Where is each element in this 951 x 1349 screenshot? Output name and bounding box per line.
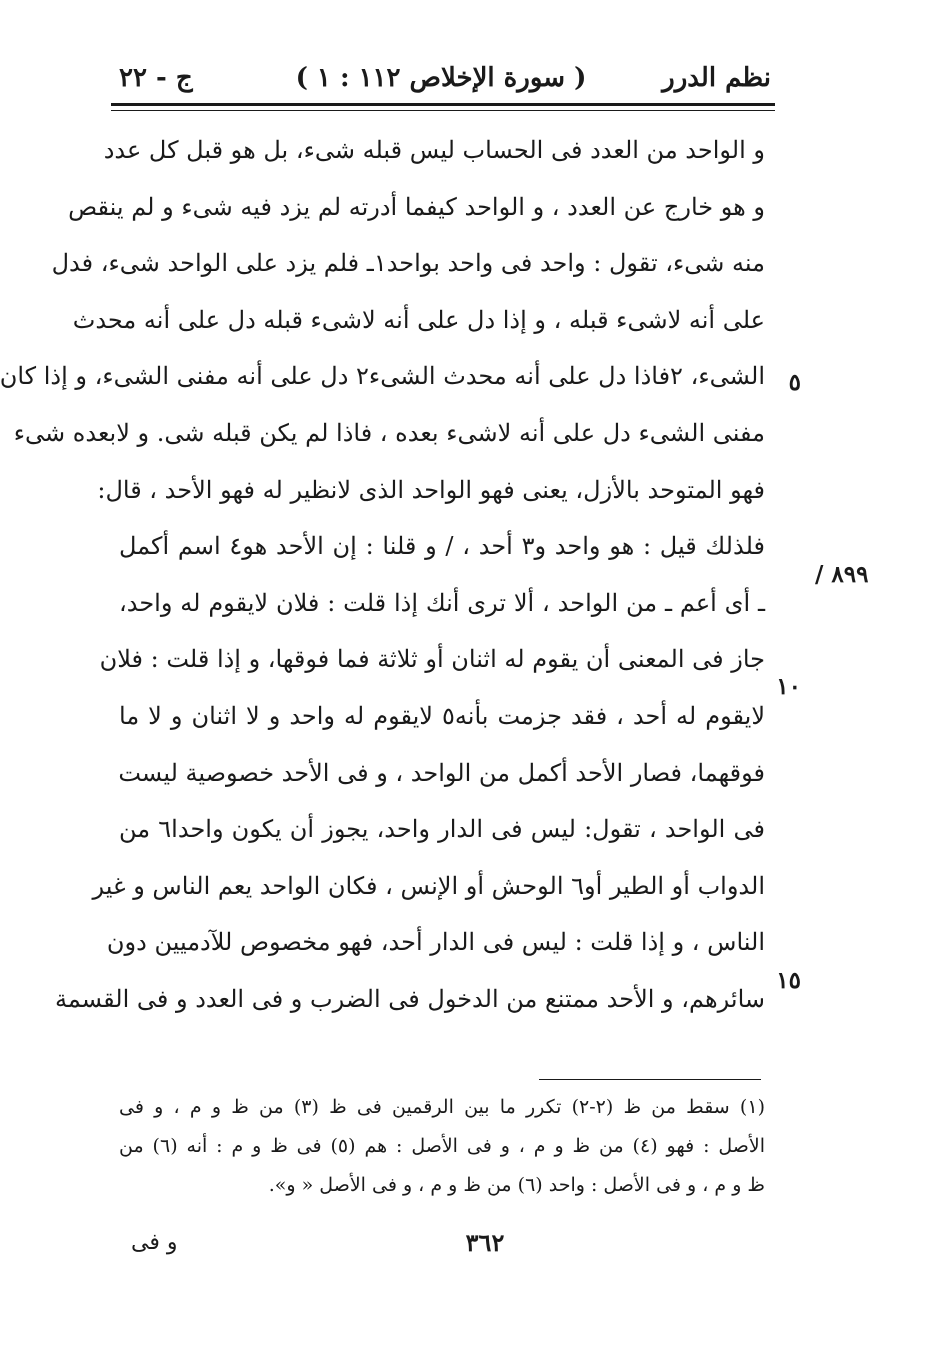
text-line: و الواحد من العدد فى الحساب ليس قبله شىء، بل هو قبل كل عدد xyxy=(103,136,765,164)
text-line: و هو خارج عن العدد ، و الواحد كيفما أدرته لم يزد فيه شىء و لم ينقص xyxy=(68,192,765,221)
text-line: سائرهم، و الأحد ممتنع من الدخول فى الضرب و فى العدد و فى القسمة xyxy=(55,984,765,1013)
text-line: على أنه لاشىء قبله ، و إذا دل على أنه لاشىء قبله دل على أنه محدث xyxy=(72,305,765,334)
running-header xyxy=(111,58,771,98)
catchword: و فى xyxy=(131,1230,178,1255)
text-line: فى الواحد ، تقول: ليس فى الدار واحد، يجوز أن يكون واحدا٦ من xyxy=(119,815,765,844)
header-rule-thin xyxy=(111,110,775,111)
header-rule-thick xyxy=(111,103,775,106)
line-number-15: ١٥ xyxy=(776,967,801,994)
text-line: فلذلك قيل : هو واحد و٣ أحد ، / و قلنا : إن الأحد هو٤ اسم أكمل xyxy=(119,532,765,561)
text-line: لايقوم له أحد ، فقد جزمت بأنه٥ لايقوم له واحد و لا اثنان و لا ما xyxy=(119,701,766,730)
footnote-line: ظ و م ، و فى الأصل : واحد (٦) من ظ و م ، و فى الأصل « و». xyxy=(268,1174,765,1196)
text-line: ـ أى أعم ـ من الواحد ، ألا ترى أنك إذا قلت : فلان لايقوم له واحد، xyxy=(119,588,765,617)
line-number-10: ١٠ xyxy=(776,673,801,700)
page-number: ٣٦٢ xyxy=(465,1228,505,1257)
volume-number: ج - ٢٢ xyxy=(119,63,193,93)
footnote-line: الأصل : فهو (٤) من ظ و م ، و فى الأصل : هم (٥) فى ظ و م : أنه (٦) من xyxy=(119,1135,766,1157)
line-number-5: ٥ xyxy=(788,369,801,396)
main-text xyxy=(0,122,766,1028)
text-line: منه شىء، تقول : واحد فى واحد بواحد١ـ فلم يزد على الواحد شىء، فدل xyxy=(51,249,765,278)
footnotes xyxy=(119,1088,765,1205)
surah-reference: ( سورة الإخلاص ١١٢ : ١ ) xyxy=(295,63,587,93)
text-line: مفنى الشىء دل على أنه لاشىء بعده ، فاذا لم يكن قبله شى. و لابعده شىء xyxy=(13,418,765,447)
manuscript-folio-reference: ٨٩٩ / xyxy=(815,561,869,588)
footnote-line: (١) سقط من ظ (٢-٢) تكرر ما بين الرقمين فى ظ (٣) من ظ و م ، و فى xyxy=(119,1096,765,1118)
text-line: الدواب أو الطير أو٦ الوحش أو الإنس ، فكان الواحد يعم الناس و غير xyxy=(92,871,765,900)
text-line: فوقهما، فصار الأحد أكمل من الواحد ، و فى الأحد خصوصية ليست xyxy=(118,758,765,787)
text-line: فهو المتوحد بالأزل، يعنى فهو الواحد الذى لانظير له فهو الأحد ، قال: xyxy=(97,475,765,504)
book-title: نظم الدرر xyxy=(662,63,771,93)
text-line: الشىء، ٢فاذا دل على أنه محدث الشىء٢ دل على أنه مفنى الشىء، و إذا كان xyxy=(0,362,765,391)
footnote-separator xyxy=(539,1079,761,1080)
text-line: جاز فى المعنى أن يقوم له اثنان أو ثلاثة فما فوقها، و إذا قلت : فلان xyxy=(99,645,765,674)
text-line: الناس ، و إذا قلت : ليس فى الدار أحد، فهو مخصوص للآدميين دون xyxy=(106,928,765,957)
